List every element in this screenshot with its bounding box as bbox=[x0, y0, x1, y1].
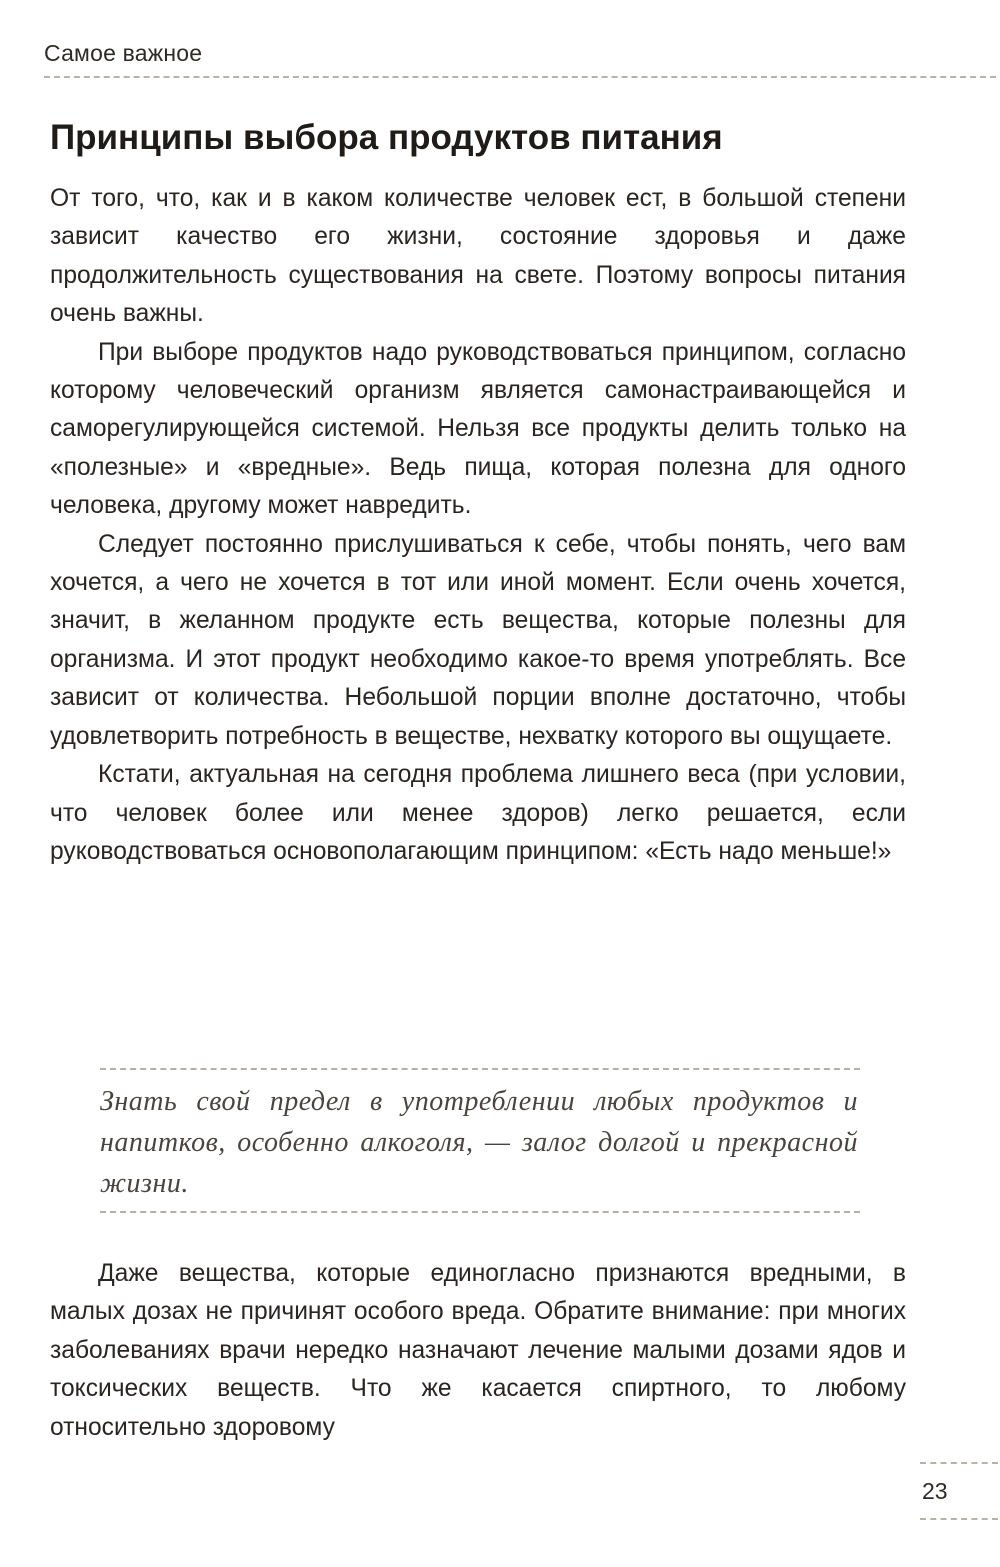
page-number-divider-bottom bbox=[920, 1518, 998, 1520]
page-number: 23 bbox=[922, 1478, 948, 1504]
paragraph-4: Кстати, актуальная на сегодня проблема лишнего веса (при условии, что человек более или менее здоров) легко решается, если руководствоваться основополагающим принципом: «Есть надо меньше!» bbox=[50, 761, 906, 865]
page-number-divider-top bbox=[920, 1462, 998, 1464]
section-label: Самое важное bbox=[44, 40, 203, 66]
quote-divider-top bbox=[100, 1068, 860, 1070]
pull-quote: Знать свой предел в употреблении любых продуктов и напитков, особенно алкоголя, — залог долгой и прекрасной жизни. bbox=[100, 1086, 858, 1199]
paragraph-3: Следует постоянно прислушиваться к себе, чтобы понять, чего вам хочется, а чего не хочется в тот или иной момент. Если очень хочется, значит, в желанном продукте есть вещества, которые полезны для организма. И этот продукт необходимо какое-то время употреблять. Все зависит от количества. Небольшой порции вполне достаточно, чтобы удовлетворить потребность в веществе, нехватку которого вы ощущаете. bbox=[50, 530, 906, 750]
header-divider bbox=[44, 76, 996, 78]
paragraph-5: Даже вещества, которые единогласно признаются вредными, в малых дозах не причинят особого вреда. Обратите внимание: при многих заболеваниях врачи нередко назначают лечение малыми дозами ядов и токсических веществ. Что же касается спиртного, то любому относительно здоровому bbox=[50, 1260, 906, 1441]
page-title: Принципы выбора продуктов питания bbox=[50, 118, 723, 157]
paragraph-1: От того, что, как и в каком количестве человек ест, в большой степени зависит качество его жизни, состояние здоровья и даже продолжительность существования на свете. Поэтому вопросы питания очень важны. bbox=[50, 185, 906, 328]
article-body bbox=[50, 180, 906, 871]
paragraph-2: При выборе продуктов надо руководствоваться принципом, согласно которому человеческий организм является самонастраивающейся и саморегулирующейся системой. Нельзя все продукты делить только на «полезные» и «вредные». Ведь пища, которая полезна для одного человека, другому может навредить. bbox=[50, 338, 906, 520]
article-body-continued bbox=[50, 1255, 906, 1447]
quote-divider-bottom bbox=[100, 1211, 860, 1213]
